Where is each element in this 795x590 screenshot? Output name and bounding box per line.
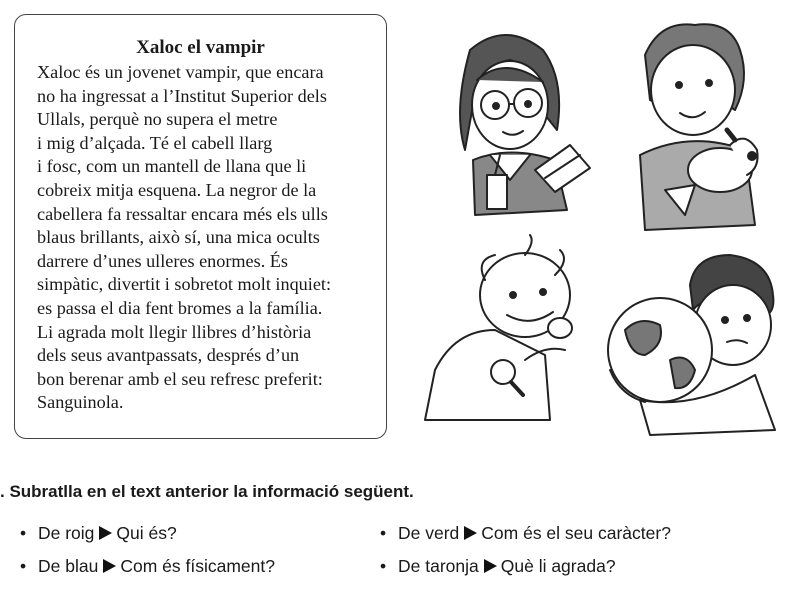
reading-line: es passa el dia fent bromes a la família.	[37, 297, 323, 318]
reading-line: dels seus avantpassats, després d’un	[37, 345, 300, 366]
play-arrow-icon	[484, 559, 497, 573]
exercise-instruction: . Subratlla en el text anterior la informació següent.	[0, 482, 414, 501]
reading-line: Li agrada molt llegir llibres d’història	[37, 321, 312, 342]
play-arrow-icon	[464, 526, 477, 540]
color-label: De taronja	[398, 556, 479, 576]
reading-line: cabellera fa ressaltar encara més els ulls	[37, 203, 328, 224]
reading-title: Xaloc el vampir	[136, 37, 265, 58]
reading-line: simpàtic, divertit i sobretot molt inquiet:	[37, 274, 331, 295]
question-label: Com és físicament?	[120, 556, 275, 576]
play-arrow-icon	[103, 559, 116, 573]
bullet-dot: •	[20, 523, 27, 543]
bullet-dot: •	[380, 556, 387, 576]
reading-line: Sanguinola.	[37, 392, 124, 413]
reading-line: i fosc, com un mantell de llana que li	[37, 156, 307, 177]
old-man-with-magnifier-icon	[425, 235, 572, 420]
reading-body	[37, 61, 382, 415]
reading-line: i mig d’alçada. Té el cabell llarg	[37, 132, 273, 153]
bullet-dot: •	[20, 556, 27, 576]
reading-line: no ha ingressat a l’Institut Superior dels	[37, 85, 327, 106]
color-label: De roig	[38, 523, 95, 543]
girl-with-glasses-reading-icon	[460, 35, 590, 215]
list-item	[20, 556, 275, 577]
color-label: De verd	[398, 523, 460, 543]
list-item	[20, 523, 177, 544]
reading-line: Xaloc és un jovenet vampir, que encara	[37, 62, 324, 82]
reading-line: cobreix mitja esquena. La negror de la	[37, 179, 317, 200]
reading-line: Ullals, perquè no supera el metre	[37, 109, 278, 130]
bullet-dot: •	[380, 523, 387, 543]
list-item	[380, 556, 616, 577]
reading-line: blaus brillants, això sí, una mica ocults	[37, 227, 320, 248]
color-label: De blau	[38, 556, 99, 576]
reading-line: darrere d’unes ulleres enormes. És	[37, 250, 288, 271]
illustrations	[395, 10, 790, 450]
question-label: Què li agrada?	[500, 556, 616, 576]
play-arrow-icon	[99, 526, 112, 540]
boy-holding-dog-icon	[640, 24, 758, 230]
reading-line: bon berenar amb el seu refresc preferit:	[37, 368, 323, 389]
question-label: Qui és?	[116, 523, 177, 543]
reading-text-box	[14, 14, 387, 439]
list-item	[380, 523, 671, 544]
boy-with-globe-icon	[608, 255, 775, 435]
question-label: Com és el seu caràcter?	[481, 523, 671, 543]
